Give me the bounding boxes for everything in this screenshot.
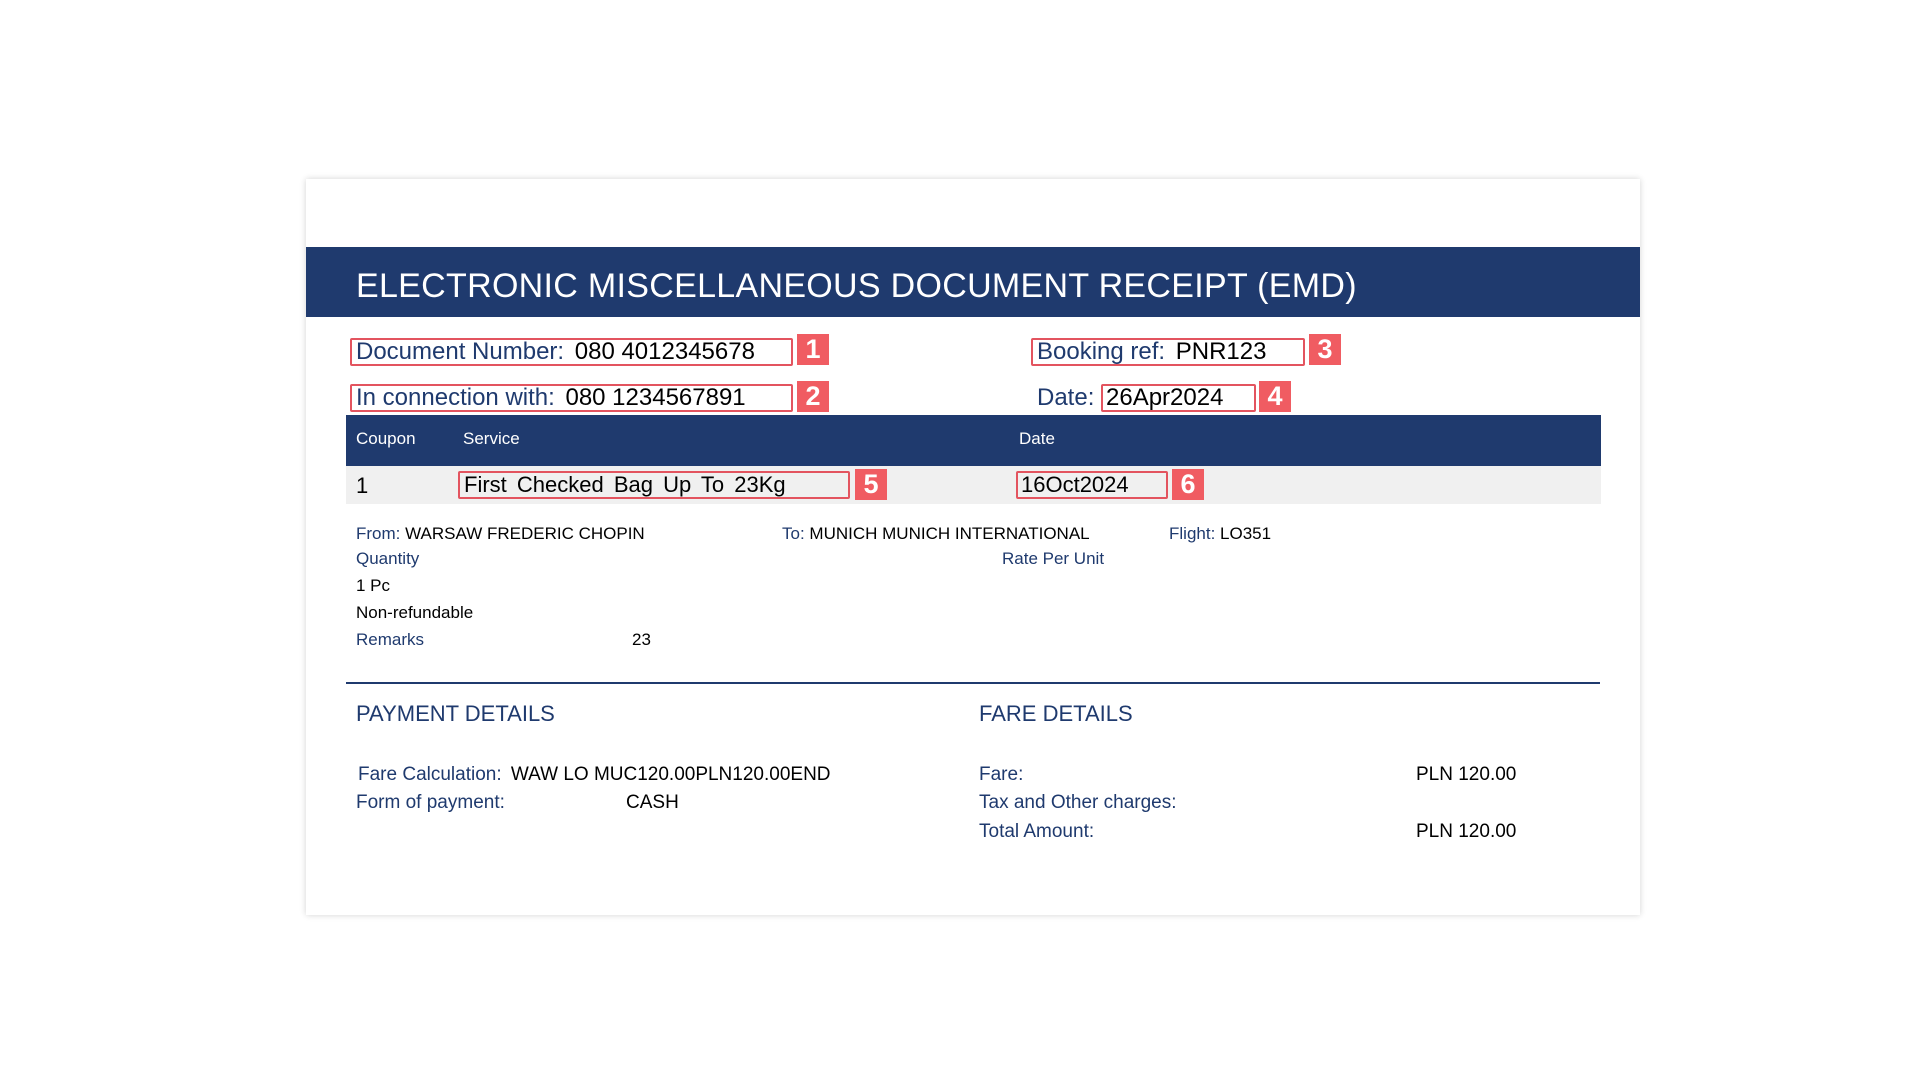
fare-calculation-field: [358, 764, 831, 786]
from-value: WARSAW FREDERIC CHOPIN: [405, 524, 645, 543]
annotation-tag-3: 3: [1309, 334, 1341, 365]
annotation-tag-5: 5: [855, 469, 887, 500]
booking-ref-value: PNR123: [1175, 338, 1267, 365]
emd-receipt-card: [306, 179, 1640, 915]
column-header-date: Date: [1019, 429, 1055, 448]
to-label: To:: [782, 524, 805, 543]
form-of-payment-value: CASH: [626, 792, 679, 813]
fare-calculation-label: Fare Calculation:: [358, 764, 502, 785]
connection-value: 080 1234567891: [565, 384, 746, 411]
fare-calculation-value: WAW LO MUC120.00PLN120.00END: [510, 764, 831, 785]
column-header-service: Service: [463, 429, 520, 448]
booking-ref-label: Booking ref:: [1037, 338, 1166, 365]
quantity-value: 1 Pc: [356, 576, 391, 595]
connection-label: In connection with:: [356, 384, 555, 411]
flight-field: [1169, 524, 1271, 544]
total-amount-label: Total Amount:: [979, 821, 1095, 842]
to-value: MUNICH MUNICH INTERNATIONAL: [809, 524, 1090, 543]
rate-per-unit-label: Rate Per Unit: [1002, 549, 1105, 568]
annotation-tag-6: 6: [1172, 469, 1204, 500]
form-of-payment-label: Form of payment:: [356, 792, 505, 813]
page-title: ELECTRONIC MISCELLANEOUS DOCUMENT RECEIPT (EMD): [356, 267, 1357, 305]
quantity-label: Quantity: [356, 549, 420, 568]
fare-details-heading: FARE DETAILS: [979, 701, 1133, 726]
annotation-tag-1: 1: [797, 334, 829, 365]
section-divider: [346, 682, 1600, 684]
from-label: From:: [356, 524, 401, 543]
flight-value: LO351: [1220, 524, 1272, 543]
annotation-tag-2: 2: [797, 381, 829, 412]
remarks-label: Remarks: [356, 630, 425, 649]
from-field: [356, 524, 645, 544]
total-amount-value: PLN 120.00: [1416, 821, 1517, 842]
document-number-label: Document Number:: [356, 338, 565, 365]
service-date: 16Oct2024: [1021, 472, 1129, 497]
document-number-value: 080 4012345678: [574, 338, 755, 365]
connection-field: [356, 384, 746, 412]
remarks-value: 23: [632, 630, 651, 649]
coupon-table-header: [346, 415, 1601, 466]
to-field: [782, 524, 1090, 544]
annotation-tag-4: 4: [1259, 381, 1291, 412]
document-number-field: [356, 338, 755, 366]
refund-status: Non-refundable: [356, 603, 474, 622]
fare-value: PLN 120.00: [1416, 764, 1517, 785]
table-row: [346, 466, 1601, 504]
flight-label: Flight:: [1169, 524, 1216, 543]
service-name: First Checked Bag Up To 23Kg: [464, 472, 786, 497]
column-header-coupon: Coupon: [356, 429, 416, 448]
fare-label: Fare:: [979, 764, 1024, 785]
date-value: 26Apr2024: [1106, 384, 1224, 411]
tax-and-other-charges-label: Tax and Other charges:: [979, 792, 1177, 813]
payment-details-heading: PAYMENT DETAILS: [356, 701, 555, 726]
date-label: Date:: [1037, 384, 1095, 411]
coupon-number: 1: [356, 473, 369, 498]
booking-ref-field: [1037, 338, 1266, 366]
title-banner: [306, 247, 1640, 317]
